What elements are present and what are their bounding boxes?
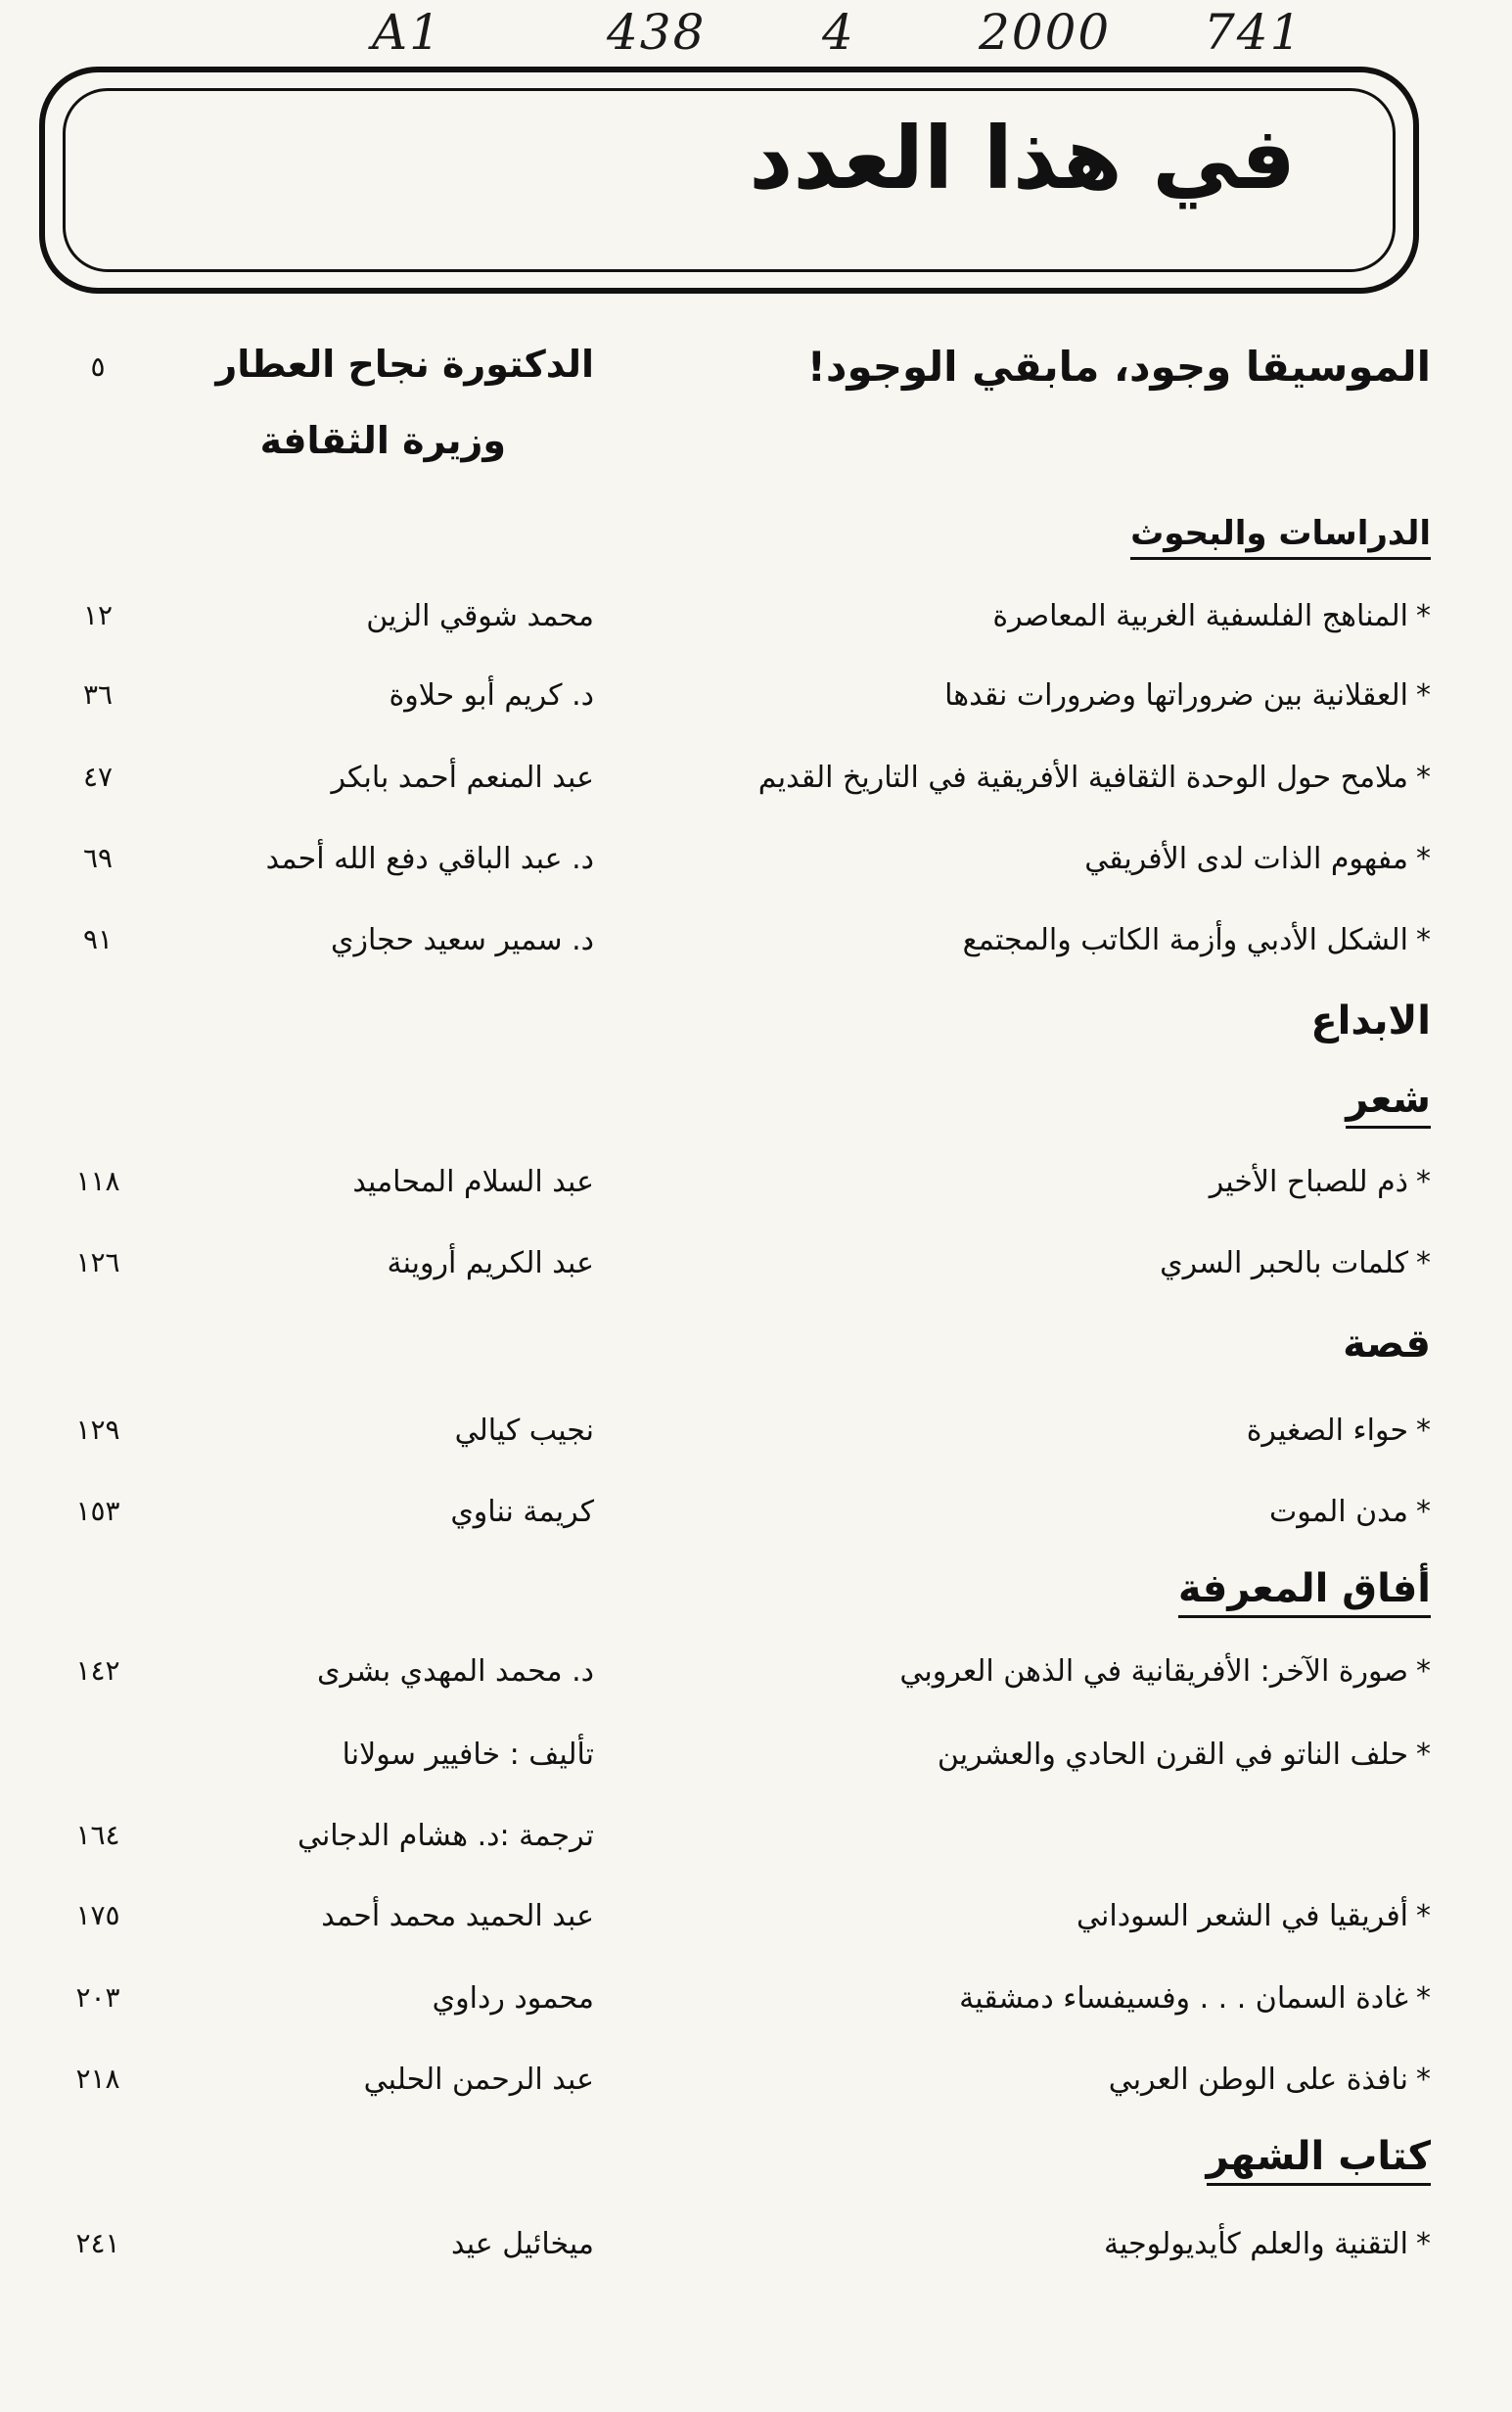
lead-entry [0, 343, 1512, 401]
section-heading-book: كتاب الشهر [1207, 2134, 1431, 2186]
lead-author: الدكتورة نجاح العطار [215, 343, 594, 386]
toc-entry [0, 678, 1512, 737]
entry-page: ١١٨ [75, 1165, 120, 1197]
entry-author: ميخائيل عيد [451, 2227, 594, 2261]
handwritten-note-4: 4 [822, 4, 855, 61]
entry-page: ٦٩ [82, 842, 114, 874]
handwritten-note-741: 741 [1204, 4, 1304, 61]
handwritten-note-438: 438 [607, 4, 707, 61]
toc-entry [0, 1738, 1512, 1796]
entry-author: عبد الرحمن الحلبي [363, 2063, 594, 2097]
page-title: في هذا العدد [749, 108, 1296, 209]
section-heading-knowledge: أفاق المعرفة [1178, 1566, 1431, 1618]
lead-author-role: وزيرة الثقافة [259, 419, 506, 462]
entry-title: *أفريقيا في الشعر السوداني [1077, 1899, 1431, 1933]
entry-page: ١٧٥ [75, 1899, 120, 1931]
entry-author: عبد المنعم أحمد بابكر [331, 761, 594, 795]
entry-page: ٤٧ [82, 761, 114, 793]
entry-page: ١٤٢ [75, 1654, 120, 1687]
section-heading-studies: الدراسات والبحوث [1130, 514, 1431, 560]
entry-title: *كلمات بالحبر السري [1160, 1246, 1431, 1280]
section-heading-creativity: الابداع [1310, 998, 1431, 1044]
toc-entry [0, 2063, 1512, 2121]
toc-entry [0, 599, 1512, 658]
toc-entry [0, 1246, 1512, 1305]
entry-page: ٢١٨ [75, 2063, 120, 2095]
handwritten-note-2000: 2000 [979, 4, 1112, 61]
entry-author: عبد السلام المحاميد [352, 1165, 594, 1199]
entry-title: *حواء الصغيرة [1246, 1414, 1431, 1448]
entry-author: د. عبد الباقي دفع الله أحمد [265, 842, 594, 876]
entry-page: ١٢ [82, 599, 114, 631]
entry-author: د. كريم أبو حلاوة [389, 678, 594, 713]
entry-author: محمد شوقي الزين [366, 599, 594, 633]
entry-title: *ملامح حول الوحدة الثقافية الأفريقية في التاريخ القديم [757, 761, 1431, 795]
entry-title: *مفهوم الذات لدى الأفريقي [1084, 842, 1431, 876]
entry-page: ١٦٤ [75, 1819, 120, 1851]
entry-title: *التقنية والعلم كأيديولوجية [1104, 2227, 1431, 2261]
entry-title: *ذم للصباح الأخير [1209, 1165, 1431, 1199]
entry-title: *الشكل الأدبي وأزمة الكاتب والمجتمع [962, 923, 1431, 957]
toc-entry [0, 842, 1512, 901]
entry-page: ٢٤١ [75, 2227, 120, 2259]
section-heading-story: قصة [1343, 1322, 1431, 1367]
entry-title: *مدن الموت [1269, 1495, 1431, 1529]
toc-entry [0, 1819, 1512, 1878]
entry-author: د. محمد المهدي بشرى [316, 1654, 594, 1689]
toc-entry [0, 1414, 1512, 1472]
entry-author: ترجمة :د. هشام الدجاني [297, 1819, 594, 1853]
entry-title: *حلف الناتو في القرن الحادي والعشرين [937, 1738, 1431, 1772]
toc-entry [0, 761, 1512, 819]
entry-author: تأليف : خافيير سولانا [342, 1738, 594, 1772]
entry-title: *العقلانية بين ضروراتها وضرورات نقدها [944, 678, 1431, 713]
toc-entry [0, 1654, 1512, 1713]
toc-entry [0, 1899, 1512, 1958]
entry-page: ٣٦ [82, 678, 114, 711]
entry-title: *غادة السمان . . . وفسيفساء دمشقية [959, 1981, 1431, 2016]
entry-title: *نافذة على الوطن العربي [1108, 2063, 1431, 2097]
entry-author: كريمة نناوي [450, 1495, 594, 1529]
handwritten-note-a1: A1 [372, 4, 442, 61]
toc-entry [0, 1495, 1512, 1554]
entry-title: *المناهج الفلسفية الغربية المعاصرة [992, 599, 1431, 633]
entry-author: نجيب كيالي [454, 1414, 594, 1448]
entry-page: ١٥٣ [75, 1495, 120, 1527]
entry-page: ١٢٩ [75, 1414, 120, 1446]
entry-author: عبد الحميد محمد أحمد [321, 1899, 594, 1933]
toc-entry [0, 1165, 1512, 1224]
entry-author: عبد الكريم أروينة [387, 1246, 594, 1280]
toc-entry [0, 923, 1512, 982]
entry-page: ٩١ [82, 923, 114, 955]
lead-page: ٥ [90, 350, 106, 383]
toc-entry [0, 2227, 1512, 2286]
section-heading-poetry: شعر [1346, 1077, 1431, 1129]
entry-page: ٢٠٣ [75, 1981, 120, 2014]
entry-author: محمود رداوي [432, 1981, 594, 2016]
entry-author: د. سمير سعيد حجازي [330, 923, 594, 957]
entry-page: ١٢٦ [75, 1246, 120, 1278]
lead-entry-line2 [0, 419, 1512, 478]
header-box [39, 67, 1419, 294]
toc-entry [0, 1981, 1512, 2040]
lead-title: الموسيقا وجود، مابقي الوجود! [806, 343, 1431, 391]
entry-title: *صورة الآخر: الأفريقانية في الذهن العروبي [899, 1654, 1431, 1689]
